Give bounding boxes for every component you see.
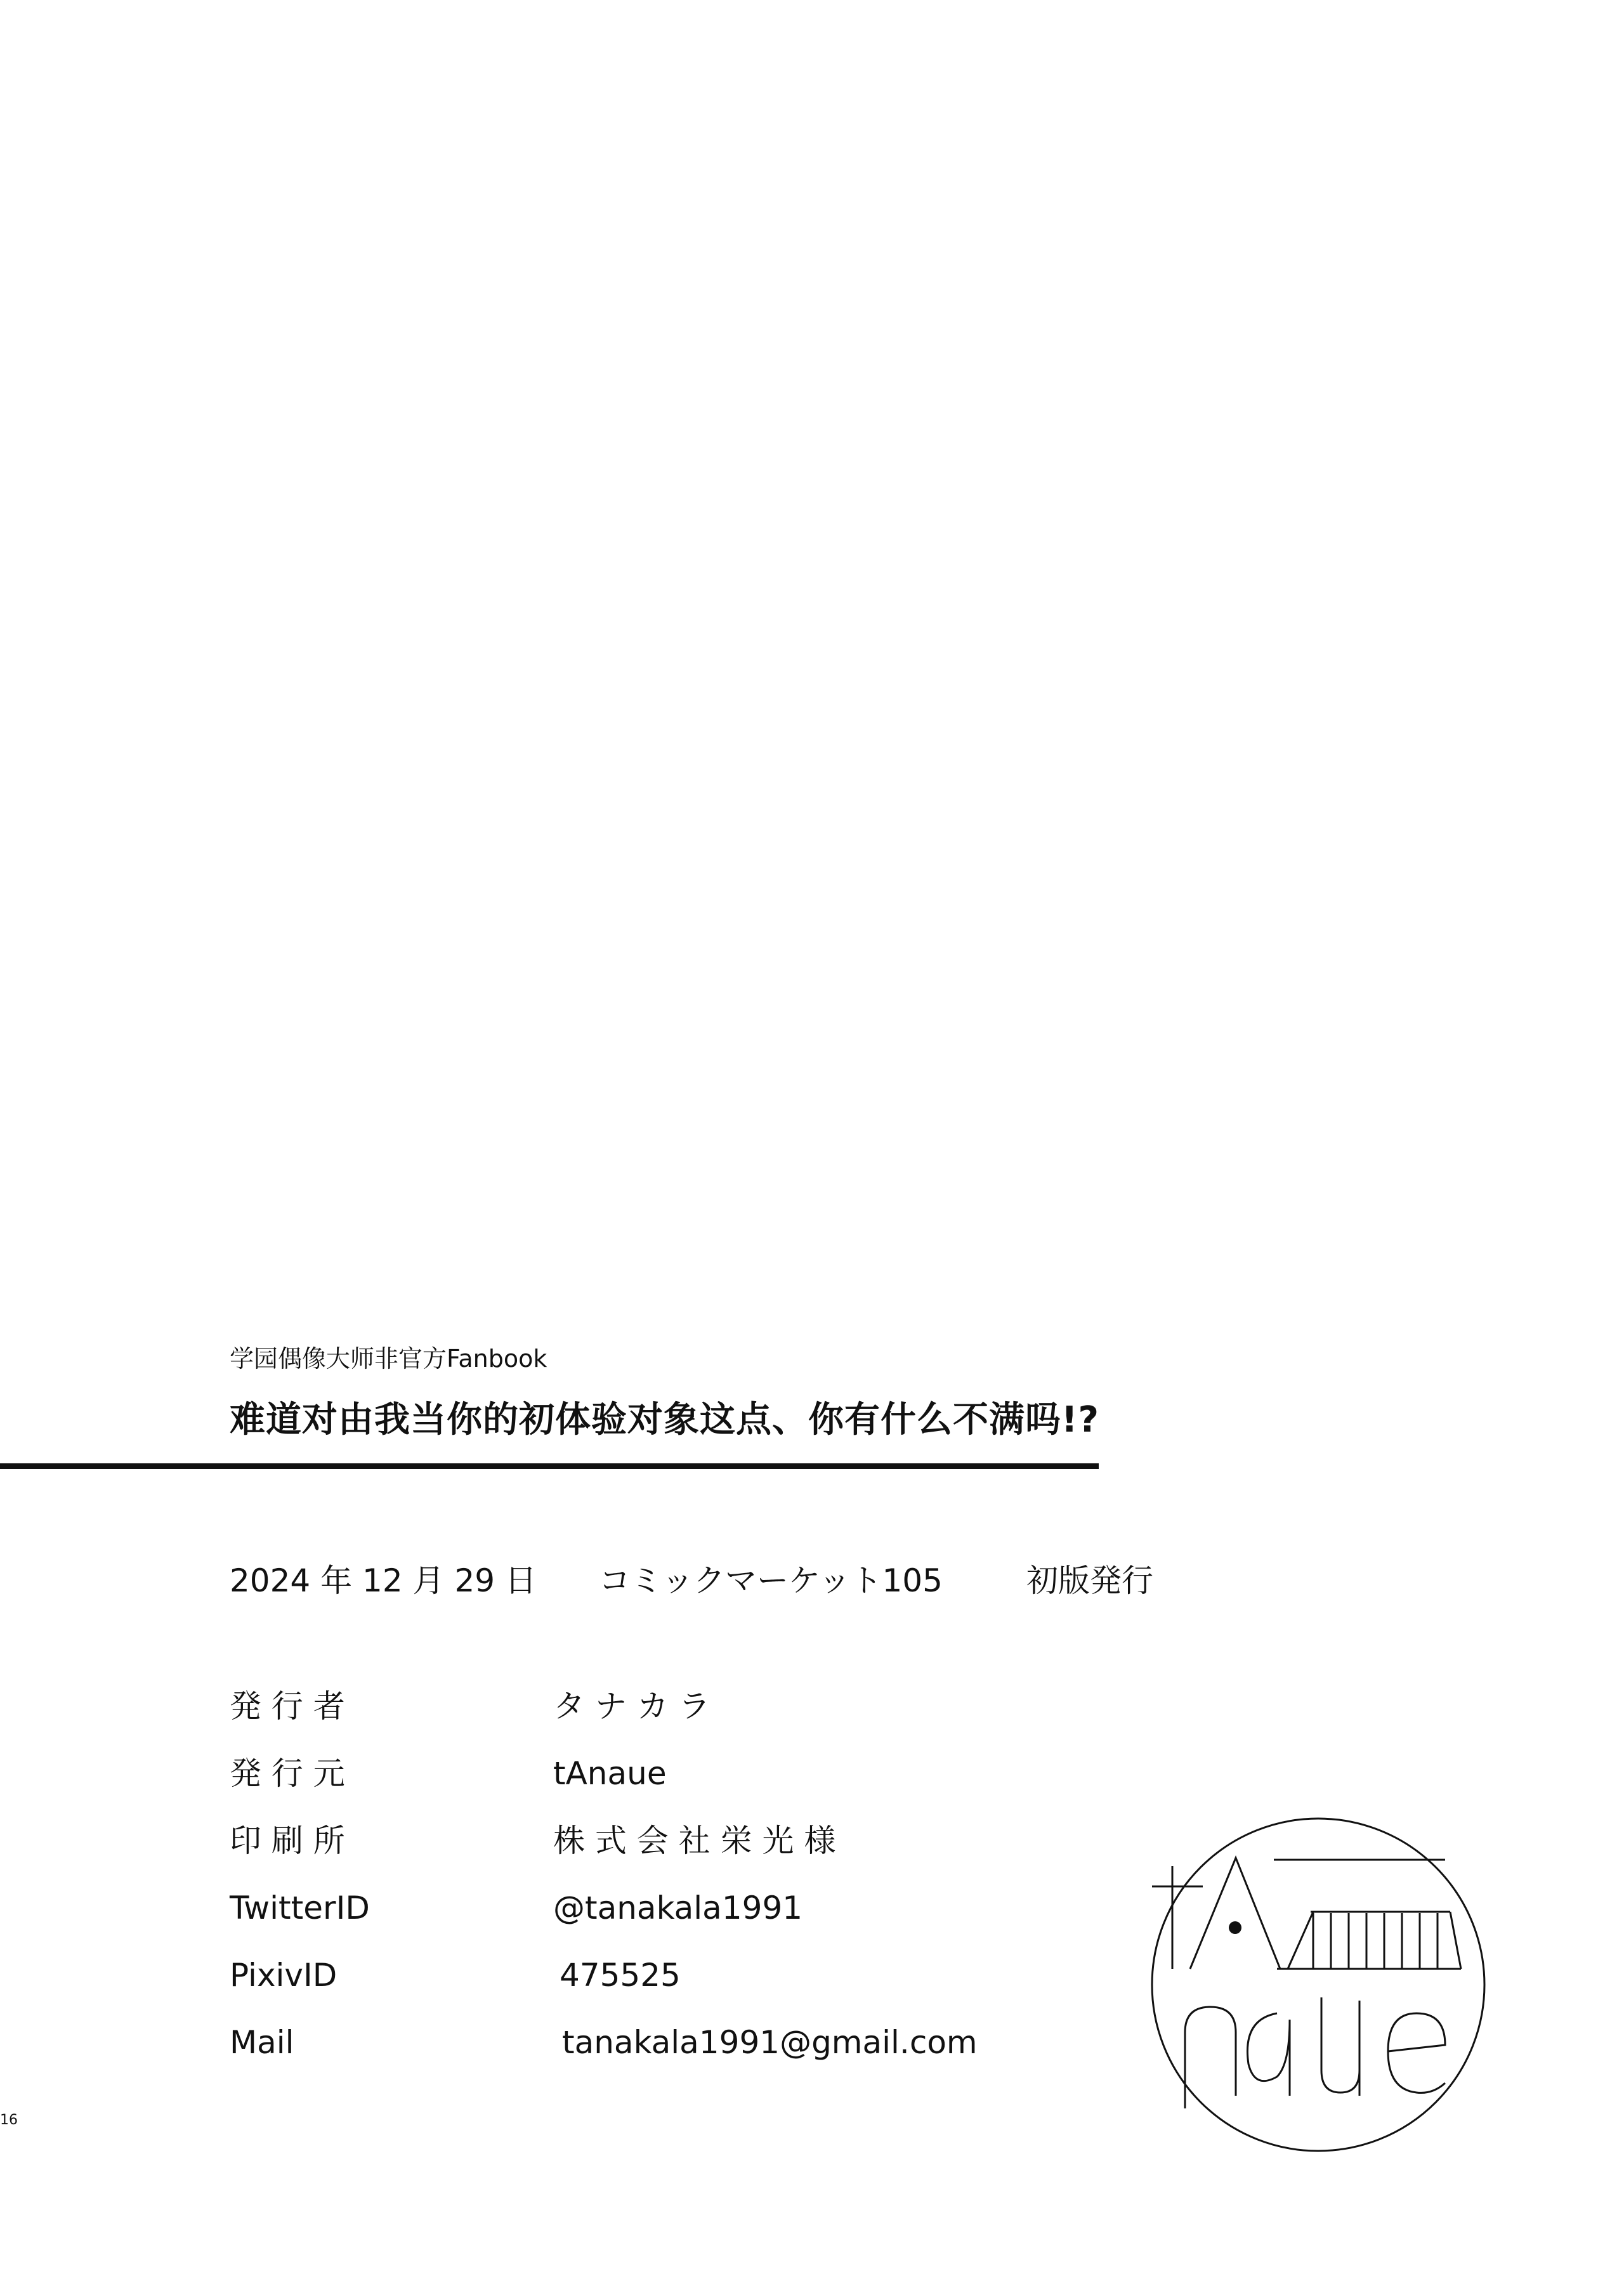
printer-label: 印 刷 所: [230, 1822, 345, 1859]
release-date: 2024 年 12 月 29 日: [230, 1562, 537, 1599]
printer-value: 株 式 会 社 栄 光 様: [553, 1822, 836, 1859]
series-label: 学园偶像大师非官方Fanbook: [230, 1345, 547, 1373]
release-event: コミックマーケット105: [599, 1562, 943, 1599]
release-edition: 初版発行: [1026, 1562, 1153, 1599]
book-title: 难道对由我当你的初体验对象这点、你有什么不满吗!?: [230, 1399, 1100, 1440]
page-number: 16: [0, 2112, 18, 2128]
pixiv-label: PixivID: [230, 1957, 337, 1994]
twitter-value: @tanakala1991: [553, 1890, 803, 1926]
publishing-house-value: tAnaue: [553, 1755, 667, 1792]
publishing-house-label: 発 行 元: [230, 1755, 345, 1792]
pixiv-value: 475525: [560, 1957, 681, 1994]
title-divider: [0, 1463, 1099, 1469]
mail-label: Mail: [230, 2024, 294, 2061]
mail-value: tanakala1991@gmail.com: [562, 2024, 978, 2061]
twitter-label: TwitterID: [230, 1890, 370, 1926]
circle-logo-icon: [1147, 1810, 1496, 2159]
publisher-value: タ ナ カ ラ: [553, 1688, 710, 1725]
publisher-label: 発 行 者: [230, 1688, 345, 1725]
